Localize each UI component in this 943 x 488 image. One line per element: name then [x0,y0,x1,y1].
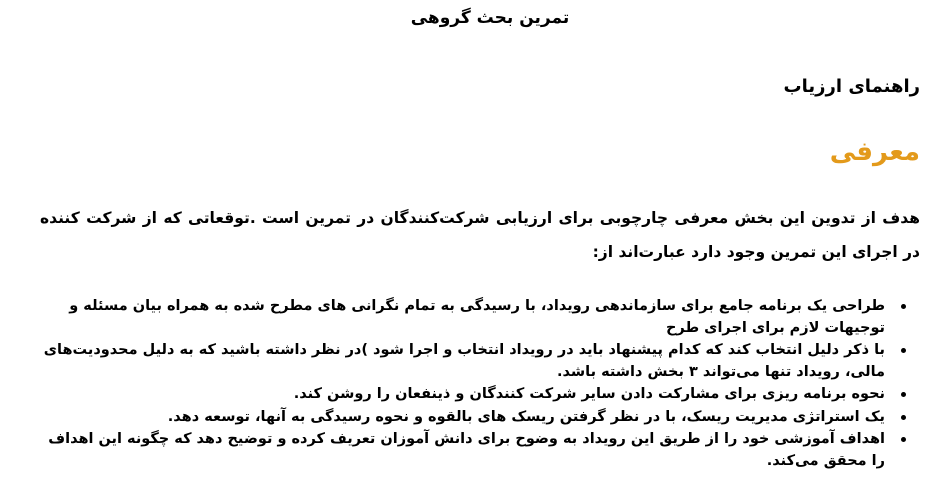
bullet-icon [901,415,906,420]
evaluator-guide-heading: راهنمای ارزیاب [783,76,920,97]
list-item [30,296,920,339]
list-item-text: نحوه برنامه ریزی برای مشارکت دادن سایر شرکت کنندگان و ذینفعان را روشن کند. [293,386,885,402]
list-item-text: طراحی یک برنامه جامع برای سازماندهی رویداد، با رسیدگی به تمام نگرانی های مطرح شده به همراه بیان مسئله و توجیهات لازم برای اجرای طرح [69,298,885,336]
bullet-icon [901,392,906,397]
bullet-icon [901,304,906,309]
list-item-text: یک استراتژی مدیریت ریسک، با در نظر گرفتن ریسک های بالقوه و نحوه رسیدگی به آنها، توسعه دهد. [167,408,885,425]
list-item-text: اهداف آموزشی خود را از طریق این رویداد به وضوح برای دانش آموزان تعریف کرده و توضیح دهد که چگونه این اهداف را محقق می‌کند. [48,431,885,469]
document-title: تمرین بحث گروهی [410,8,570,28]
introduction-paragraph: هدف از تدوین این بخش معرفی چارچوبی برای ارزیابی شرکت‌کنندگان در تمرین است .توقعاتی که از شرکت کننده در اجرای این تمرین وجود دارد عبارت‌اند از: [40,209,920,261]
introduction-heading: معرفی [829,137,920,167]
list-item [30,429,920,472]
bullet-icon [901,348,906,353]
bullet-icon [901,437,906,442]
list-item [30,340,920,383]
list-item [30,407,920,429]
list-item-text: با ذکر دلیل انتخاب کند که کدام پیشنهاد باید در رویداد انتخاب و اجرا شود )در نظر داشته باشید که به دلیل محدودیت‌های مالی، رویداد تنها می‌تواند ۳ بخش داشته باشد. [43,342,885,380]
expectations-list [30,296,920,473]
list-item [30,384,920,406]
